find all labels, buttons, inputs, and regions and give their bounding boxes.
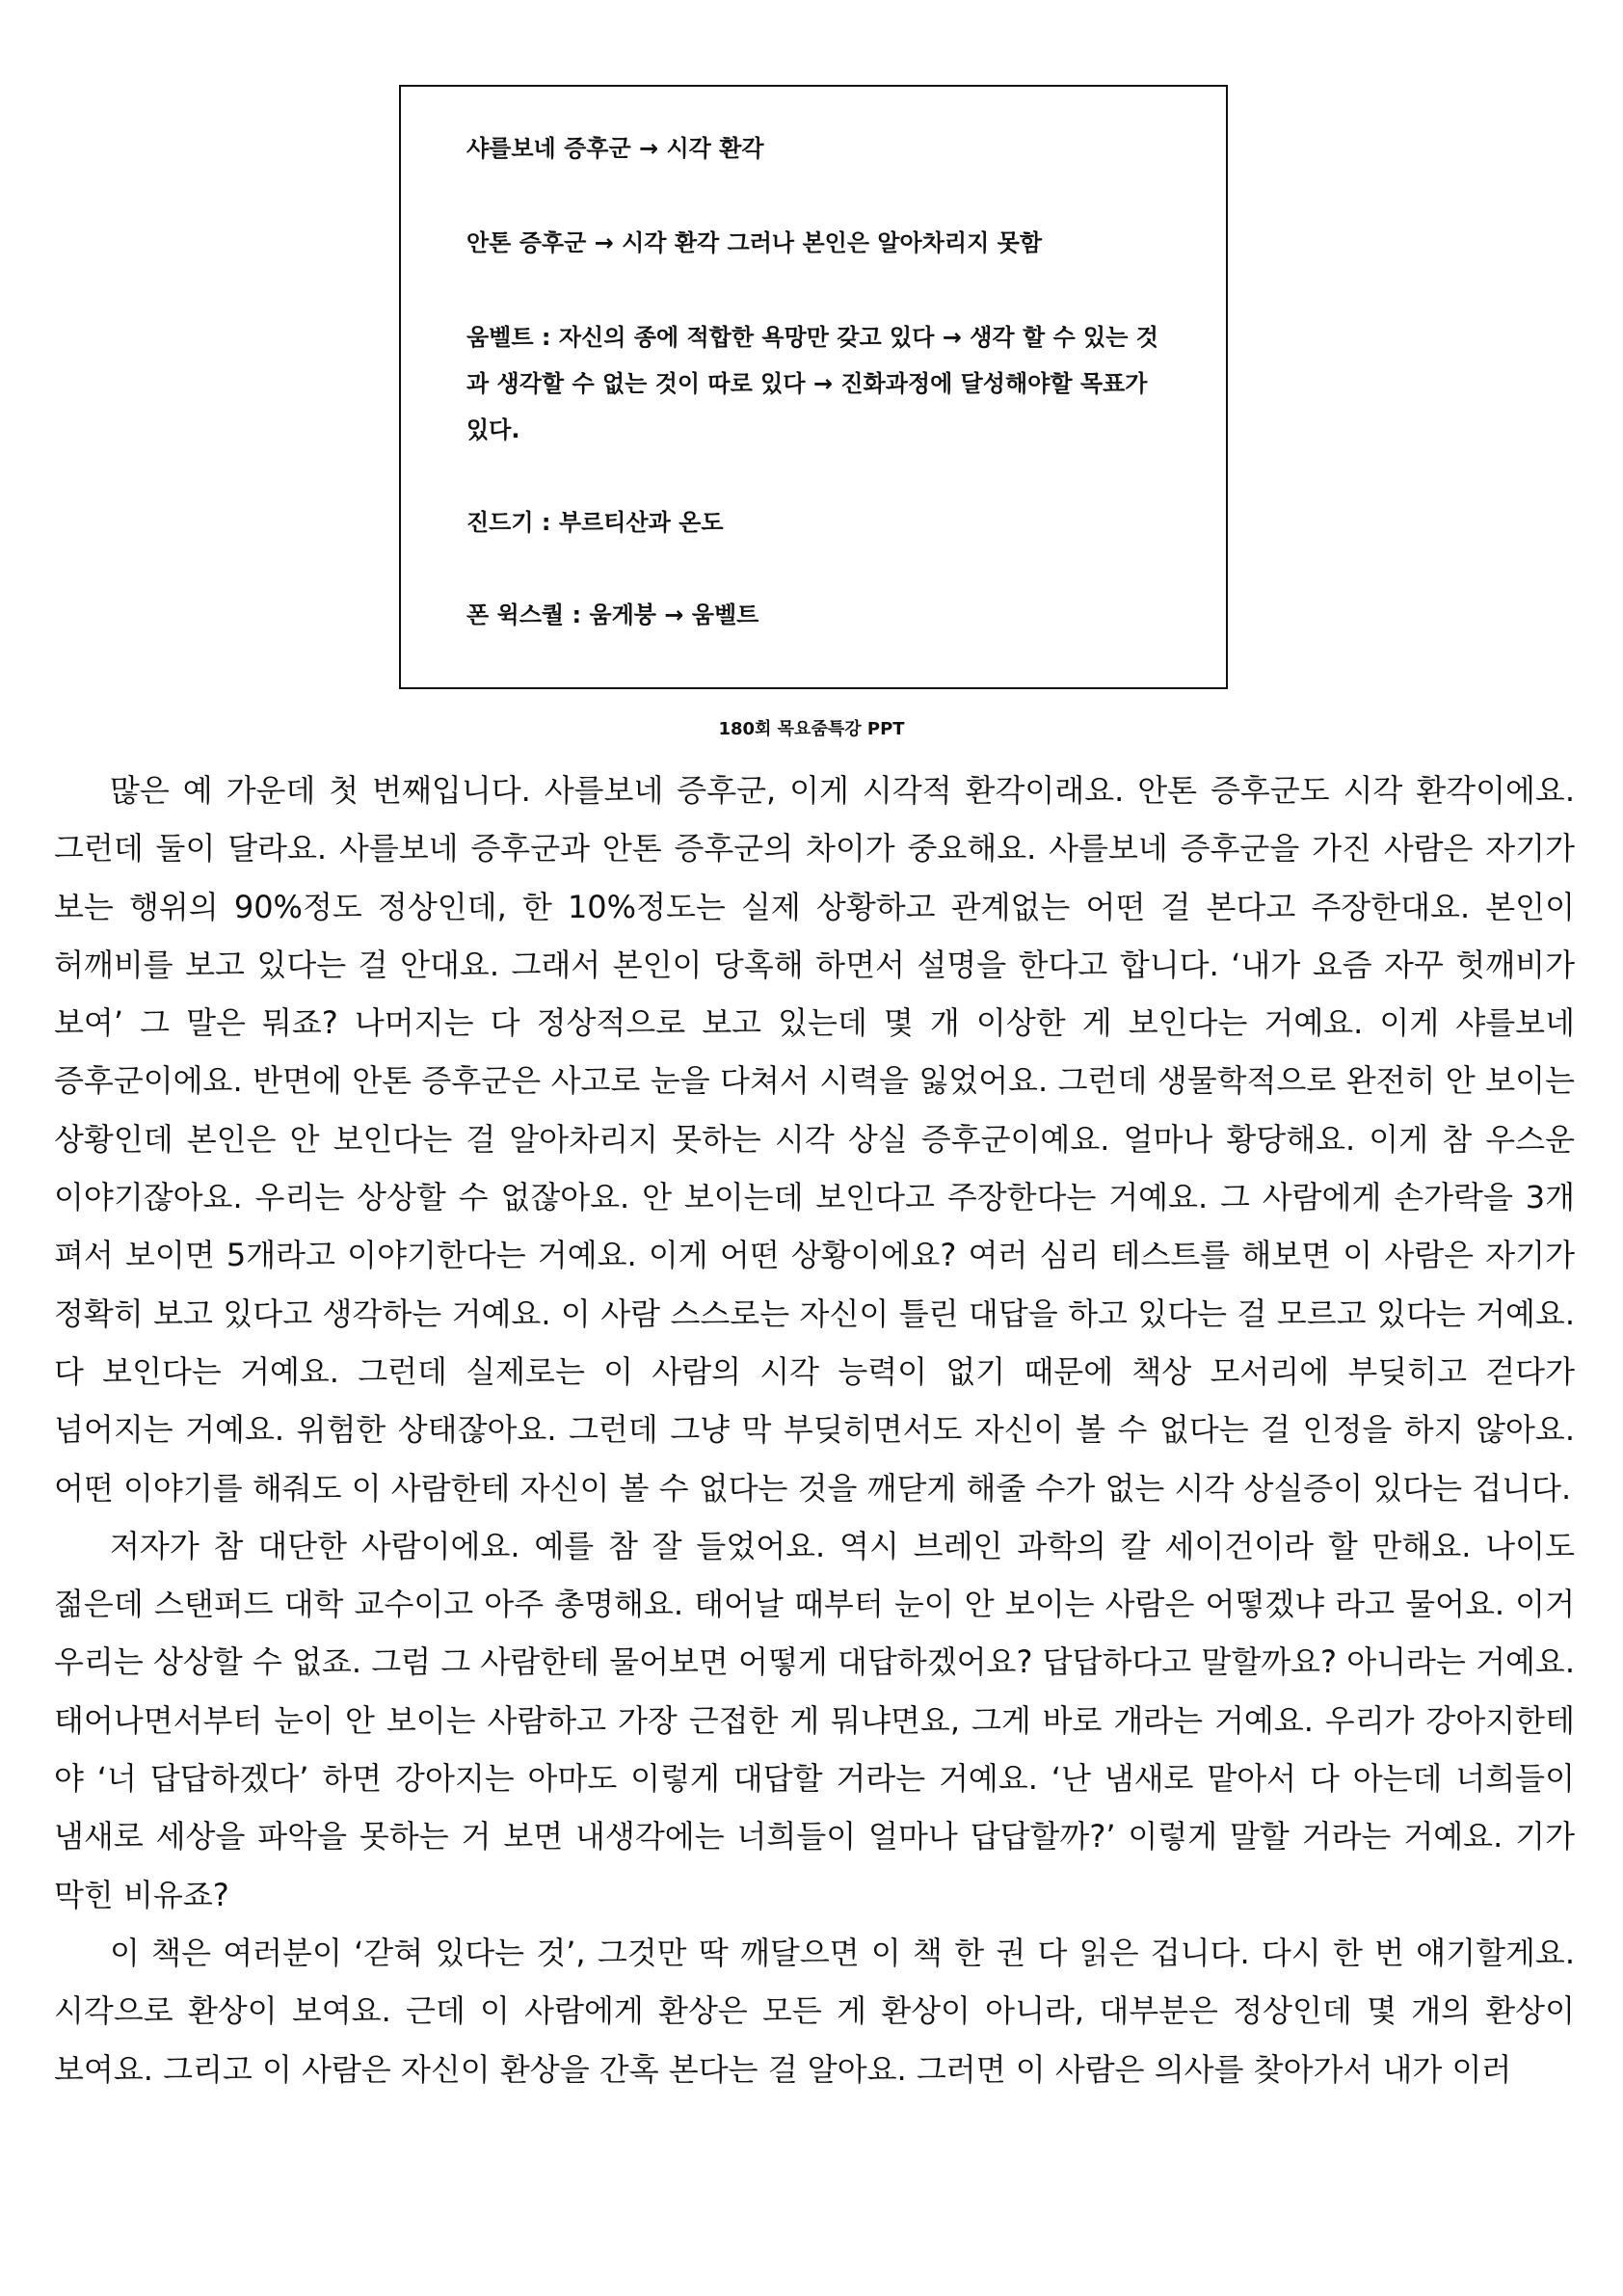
slide-line-uexkull: 폰 윅스퀄 : 움게붕 → 움벨트 [466,601,759,628]
paragraph-1: 많은 예 가운데 첫 번째입니다. 사를보네 증후군, 이게 시각적 환각이래요. 안톤 증후군도 시각 환각이에요. 그런데 둘이 달라요. 사를보네 증후군과 안톤 증후군의 차이가 중요해요. 사를보네 증후군을 가진 사람은 자기가 보는 행위의 90%정도 정상인데, 한 10%정도는 실제 상황하고 관계없는 어떤 걸 본다고 주장한대요. 본인이 허깨비를 보고 있다는 걸 안대요. 그래서 본인이 당혹해 하면서 설명을 한다고 합니다. ‘내가 요즘 자꾸 헛깨비가 보여’ 그 말은 뭐죠? 나머지는 다 정상적으로 보고 있는데 몇 개 이상한 게 보인다는 거예요. 이게 샤를보네 증후군이에요. 반면에 안톤 증후군은 사고로 눈을 다쳐서 시력을 잃었어요. 그런데 생물학적으로 완전히 안 보이는 상황인데 본인은 안 보인다는 걸 알아차리지 못하는 시각 상실 증후군이예요. 얼마나 황당해요. 이게 참 우스운 이야기잖아요. 우리는 상상할 수 없잖아요. 안 보이는데 보인다고 주장한다는 거예요. 그 사람에게 손가락을 3개 펴서 보이면 5개라고 이야기한다는 거예요. 이게 어떤 상황이에요? 여러 심리 테스트를 해보면 이 사람은 자기가 정확히 보고 있다고 생각하는 거예요. 이 사람 스스로는 자신이 틀린 대답을 하고 있다는 걸 모르고 있다는 거예요. 다 보인다는 거예요. 그런데 실제로는 이 사람의 시각 능력이 없기 때문에 책상 모서리에 부딪히고 걷다가 넘어지는 거예요. 위험한 상태잖아요. 그런데 그냥 막 부딪히면서도 자신이 볼 수 없다는 걸 인정을 하지 않아요. 어떤 이야기를 해줘도 이 사람한테 자신이 볼 수 없다는 것을 깨닫게 해줄 수가 없는 시각 상실증이 있다는 겁니다. [54,772,1575,1507]
slide-line-tick: 진드기 : 부르티산과 온도 [466,509,724,536]
slide-caption: 180회 목요줌특강 PPT [718,719,905,739]
slide-line-umwelt: 움벨트 : 자신의 종에 적합한 욕망만 갖고 있다 → 생각 할 수 있는 것과 생각할 수 없는 것이 따로 있다 → 진화과정에 달성해야할 목표가 있다. [466,324,1158,443]
paragraph-3: 이 책은 여러분이 ‘갇혀 있다는 것’, 그것만 딱 깨달으면 이 책 한 권 다 읽은 겁니다. 다시 한 번 얘기할게요. 시각으로 환상이 보여요. 근데 이 사람에게 환상은 모든 게 환상이 아니라, 대부분은 정상인데 몇 개의 환상이 보여요. 그리고 이 사람은 자신이 환상을 간혹 본다는 걸 알아요. 그러면 이 사람은 의사를 찾아가서 내가 이러 [54,1934,1575,2088]
ppt-slide-box [399,85,1228,689]
paragraph-2: 저자가 참 대단한 사람이에요. 예를 참 잘 들었어요. 역시 브레인 과학의 칼 세이건이라 할 만해요. 나이도 젊은데 스탠퍼드 대학 교수이고 아주 총명해요. 태어날 때부터 눈이 안 보이는 사람은 어떻겠냐 라고 물어요. 이거 우리는 상상할 수 없죠. 그럼 그 사람한테 물어보면 어떻게 대답하겠어요? 답답하다고 말할까요? 아니라는 거예요. 태어나면서부터 눈이 안 보이는 사람하고 가장 근접한 게 뭐냐면요, 그게 바로 개라는 거예요. 우리가 강아지한테 야 ‘너 답답하겠다’ 하면 강아지는 아마도 이렇게 대답할 거라는 거예요. ‘난 냄새로 맡아서 다 아는데 너희들이 냄새로 세상을 파악을 못하는 거 보면 내생각에는 너희들이 얼마나 답답할까?’ 이렇게 말할 거라는 거예요. 기가 막힌 비유죠? [54,1527,1575,1913]
slide-line-charles-bonnet: 샤를보네 증후군 → 시각 환각 [466,135,764,162]
slide-line-anton: 안톤 증후군 → 시각 환각 그러나 본인은 알아차리지 못함 [466,229,1042,256]
body-text [54,761,1575,2098]
